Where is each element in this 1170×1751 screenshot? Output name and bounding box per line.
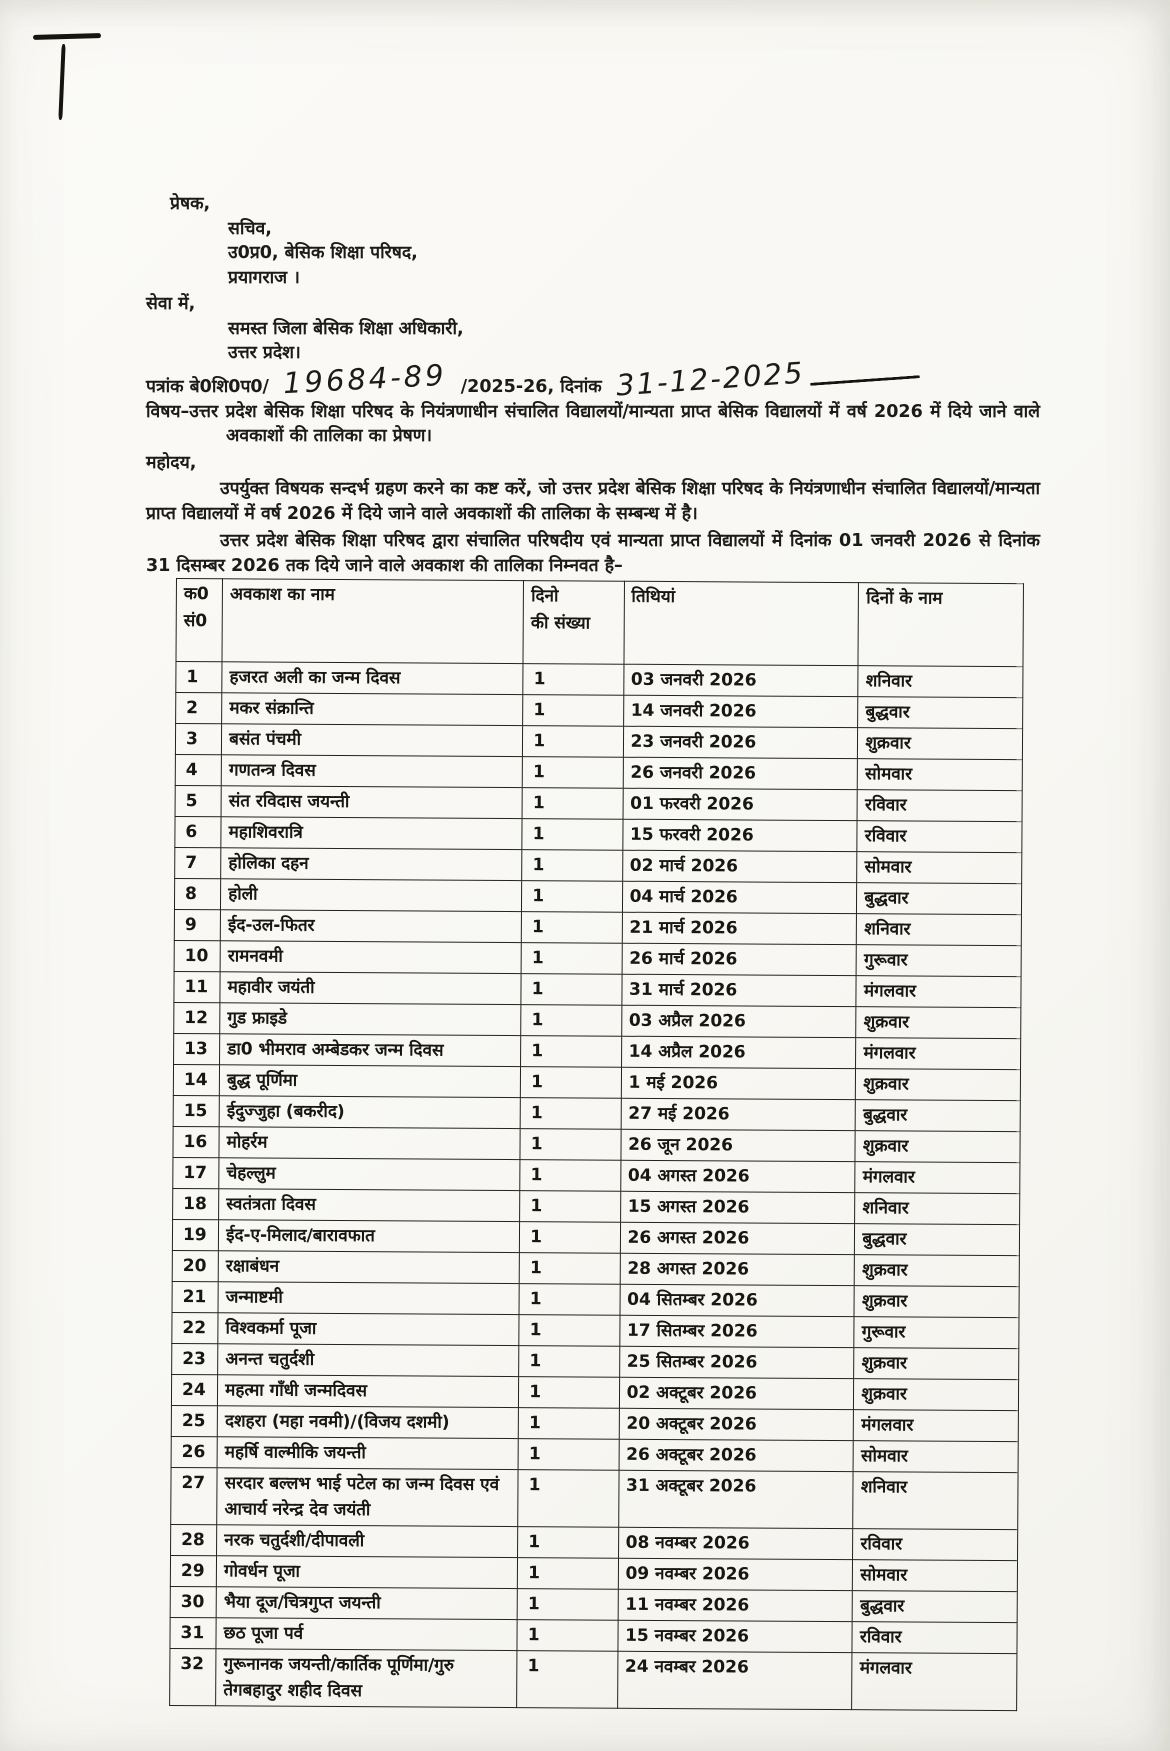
cell-days-count: 1 <box>519 1284 620 1316</box>
cell-date: 26 अगस्त 2026 <box>620 1222 855 1254</box>
cell-date: 24 नवम्बर 2026 <box>617 1651 852 1709</box>
table-row <box>174 940 1021 976</box>
cell-days-count: 1 <box>518 1558 619 1590</box>
cell-serial-number: 7 <box>175 847 221 878</box>
handwritten-pen-mark <box>33 33 101 40</box>
cell-days-count: 1 <box>521 912 622 944</box>
cell-serial-number: 8 <box>174 878 220 909</box>
cell-serial-number: 18 <box>173 1188 219 1219</box>
cell-days-count: 1 <box>518 1470 619 1528</box>
table-row <box>176 662 1023 698</box>
cell-day-name: बुद्धवार <box>856 1100 1021 1132</box>
paragraph: उपर्युक्त विषयक सन्दर्भ ग्रहण करने का कष्ट करें, जो उत्तर प्रदेश बेसिक शिक्षा परिषद के नियंत्रणाधीन संचालित विद्यालयों/मान्यता प्राप्त विद्यालयों में वर्ष 2026 में दिये जाने वाले अवकाशों की तालिका के सम्बन्ध में है। <box>146 479 1040 524</box>
cell-holiday-name: होलिका दहन <box>221 848 522 881</box>
cell-day-name: सोमवार <box>853 1441 1018 1473</box>
ref-suffix: /2025-26, <box>460 376 555 397</box>
table-row <box>170 1586 1017 1622</box>
cell-holiday-name: सरदार बल्लभ भाई पटेल का जन्म दिवस एवं आचार्य नरेन्द्र देव जयंती <box>217 1468 518 1527</box>
ref-prefix: पत्रांक बे0शि0प0/ <box>146 376 269 397</box>
cell-day-name: बुद्धवार <box>855 1224 1020 1256</box>
table-row <box>173 1126 1020 1162</box>
cell-days-count: 1 <box>522 881 623 913</box>
cell-days-count: 1 <box>522 819 623 851</box>
table-row <box>172 1312 1019 1348</box>
table-row <box>174 1033 1021 1069</box>
cell-days-count: 1 <box>522 757 623 789</box>
cell-date: 04 सितम्बर 2026 <box>620 1284 855 1316</box>
table-row <box>174 909 1021 945</box>
cell-day-name: शुक्रवार <box>855 1131 1020 1163</box>
cell-date: 1 मई 2026 <box>621 1067 856 1099</box>
cell-date: 15 नवम्बर 2026 <box>618 1620 853 1652</box>
cell-date: 31 मार्च 2026 <box>621 974 856 1006</box>
cell-day-name: रविवार <box>857 821 1022 853</box>
cell-days-count: 1 <box>520 1160 621 1192</box>
cell-day-name: मंगलवार <box>854 1410 1019 1442</box>
cell-day-name: शुक्रवार <box>858 728 1023 760</box>
recipient-line: समस्त जिला बेसिक शिक्षा अधिकारी, <box>228 318 464 339</box>
cell-date: 17 सितम्बर 2026 <box>619 1315 854 1347</box>
cell-days-count: 1 <box>517 1589 618 1621</box>
cell-date: 25 सितम्बर 2026 <box>619 1346 854 1378</box>
salutation: महोदय, <box>146 452 197 473</box>
holiday-table-body <box>170 662 1023 1711</box>
cell-serial-number: 17 <box>173 1157 219 1188</box>
header-day-names: दिनों के नाम <box>858 583 1023 667</box>
cell-serial-number: 16 <box>173 1126 219 1157</box>
table-row <box>172 1281 1019 1317</box>
table-row <box>171 1524 1018 1560</box>
cell-holiday-name: बुद्ध पूर्णिमा <box>219 1065 520 1098</box>
table-row <box>172 1343 1019 1379</box>
header-number-of-days: दिनो की संख्या <box>523 581 624 665</box>
cell-holiday-name: गुरूनानक जयन्ती/कार्तिक पूर्णिमा/गुरु तेगबहादुर शहीद दिवस <box>216 1649 517 1708</box>
cell-serial-number: 10 <box>174 940 220 971</box>
cell-days-count: 1 <box>521 1036 622 1068</box>
table-row <box>172 1250 1019 1286</box>
cell-serial-number: 30 <box>170 1586 216 1617</box>
cell-days-count: 1 <box>521 943 622 975</box>
cell-date: 01 फरवरी 2026 <box>623 788 858 820</box>
cell-day-name: बुद्धवार <box>853 1591 1018 1623</box>
cell-holiday-name: ईद-उल-फितर <box>220 910 521 943</box>
cell-date: 04 अगस्त 2026 <box>620 1160 855 1192</box>
cell-holiday-name: गुड फ्राइडे <box>220 1003 521 1036</box>
cell-serial-number: 1 <box>176 662 222 693</box>
from-label: प्रेषक, <box>170 194 211 214</box>
cell-holiday-name: महत्मा गाँधी जन्मदिवस <box>218 1375 519 1408</box>
table-row <box>171 1405 1018 1441</box>
cell-serial-number: 12 <box>174 1002 220 1033</box>
cell-holiday-name: महर्षि वाल्मीकि जयन्ती <box>217 1437 518 1470</box>
cell-holiday-name: हजरत अली का जन्म दिवस <box>222 662 523 695</box>
cell-days-count: 1 <box>517 1651 618 1709</box>
cell-day-name: मंगलवार <box>852 1653 1017 1711</box>
cell-serial-number: 21 <box>172 1281 218 1312</box>
cell-date: 08 नवम्बर 2026 <box>618 1527 853 1559</box>
cell-days-count: 1 <box>520 1129 621 1161</box>
table-row <box>170 1648 1017 1710</box>
table-row <box>171 1436 1018 1472</box>
handwritten-pen-mark <box>58 44 65 120</box>
cell-holiday-name: भैया दूज/चित्रगुप्त जयन्ती <box>216 1587 517 1620</box>
cell-date: 02 अक्टूबर 2026 <box>619 1377 854 1409</box>
cell-serial-number: 3 <box>175 724 221 755</box>
cell-days-count: 1 <box>518 1527 619 1559</box>
cell-serial-number: 24 <box>171 1374 217 1405</box>
cell-days-count: 1 <box>519 1253 620 1285</box>
cell-day-name: शनिवार <box>857 914 1022 946</box>
table-row <box>175 847 1022 883</box>
table-row <box>173 1188 1020 1224</box>
cell-days-count: 1 <box>523 695 624 727</box>
cell-day-name: शुक्रवार <box>856 1069 1021 1101</box>
to-label: सेवा में, <box>146 294 196 314</box>
cell-serial-number: 29 <box>170 1555 216 1586</box>
cell-serial-number: 14 <box>173 1064 219 1095</box>
table-row <box>173 1064 1020 1100</box>
cell-date: 15 फरवरी 2026 <box>622 819 857 851</box>
cell-date: 15 अगस्त 2026 <box>620 1191 855 1223</box>
cell-day-name: मंगलवार <box>855 1162 1020 1194</box>
table-row <box>170 1617 1017 1653</box>
cell-holiday-name: दशहरा (महा नवमी)/(विजय दशमी) <box>217 1406 518 1439</box>
cell-date: 20 अक्टूबर 2026 <box>619 1408 854 1440</box>
cell-date: 11 नवम्बर 2026 <box>618 1589 853 1621</box>
cell-serial-number: 26 <box>171 1436 217 1467</box>
cell-serial-number: 28 <box>171 1524 217 1555</box>
cell-holiday-name: डा0 भीमराव अम्बेडकर जन्म दिवस <box>220 1034 521 1067</box>
cell-serial-number: 31 <box>170 1617 216 1648</box>
cell-serial-number: 15 <box>173 1095 219 1126</box>
cell-day-name: शुक्रवार <box>854 1286 1019 1318</box>
cell-day-name: शनिवार <box>853 1472 1018 1530</box>
cell-day-name: रविवार <box>853 1529 1018 1561</box>
cell-date: 03 जनवरी 2026 <box>623 664 858 696</box>
cell-day-name: शनिवार <box>858 666 1023 698</box>
cell-days-count: 1 <box>522 788 623 820</box>
holiday-table <box>169 578 1024 1711</box>
cell-serial-number: 27 <box>171 1467 218 1524</box>
cell-day-name: सोमवार <box>858 759 1023 791</box>
cell-holiday-name: ईदुज्जुहा (बकरीद) <box>219 1096 520 1129</box>
cell-holiday-name: गणतन्त्र दिवस <box>221 755 522 788</box>
cell-date: 26 जून 2026 <box>621 1129 856 1161</box>
cell-day-name: गुरूवार <box>856 945 1021 977</box>
cell-date: 02 मार्च 2026 <box>622 850 857 882</box>
table-row <box>173 1095 1020 1131</box>
cell-day-name: बुद्धवार <box>858 697 1023 729</box>
cell-day-name: सोमवार <box>857 852 1022 884</box>
table-row <box>175 785 1022 821</box>
cell-holiday-name: मकर संक्रान्ति <box>222 693 523 726</box>
cell-holiday-name: संत रविदास जयन्ती <box>221 786 522 819</box>
table-row <box>175 724 1022 760</box>
cell-serial-number: 22 <box>172 1312 218 1343</box>
cell-date: 04 मार्च 2026 <box>622 881 857 913</box>
sender-line: सचिव, <box>228 218 272 239</box>
cell-date: 26 मार्च 2026 <box>622 943 857 975</box>
subject-label: विषय– <box>146 401 190 422</box>
cell-day-name: शनिवार <box>855 1193 1020 1225</box>
cell-serial-number: 32 <box>170 1648 217 1705</box>
cell-serial-number: 2 <box>176 693 222 724</box>
cell-date: 26 अक्टूबर 2026 <box>619 1439 854 1471</box>
table-row <box>173 1157 1020 1193</box>
header-dates: तिथियां <box>624 581 859 665</box>
cell-days-count: 1 <box>521 1005 622 1037</box>
header-serial-number: क0 सं0 <box>176 579 223 662</box>
letter-body <box>146 192 1040 579</box>
subject-text: उत्तर प्रदेश बेसिक शिक्षा परिषद के नियंत्रणाधीन संचालित विद्यालयों/मान्यता प्राप्त बेसिक विद्यालयों में वर्ष 2026 में दिये जाने वाले अवकाशों की तालिका का प्रेषण। <box>189 401 1040 446</box>
cell-days-count: 1 <box>522 850 623 882</box>
cell-date: 26 जनवरी 2026 <box>623 757 858 789</box>
cell-day-name: शुक्रवार <box>854 1348 1019 1380</box>
cell-holiday-name: महावीर जयंती <box>220 972 521 1005</box>
table-row <box>171 1374 1018 1410</box>
cell-date: 14 अप्रैल 2026 <box>621 1036 856 1068</box>
pen-stroke <box>810 375 920 386</box>
cell-serial-number: 5 <box>175 785 221 816</box>
cell-holiday-name: महाशिवरात्रि <box>221 817 522 850</box>
cell-holiday-name: मोहर्रम <box>219 1127 520 1160</box>
cell-holiday-name: बसंत पंचमी <box>222 724 523 757</box>
cell-days-count: 1 <box>520 1222 621 1254</box>
cell-date: 23 जनवरी 2026 <box>623 726 858 758</box>
cell-days-count: 1 <box>520 1098 621 1130</box>
subject-line <box>146 400 1040 449</box>
table-row <box>174 971 1021 1007</box>
cell-days-count: 1 <box>519 1377 620 1409</box>
table-header-row <box>176 579 1023 667</box>
cell-serial-number: 4 <box>175 754 221 785</box>
cell-date: 03 अप्रैल 2026 <box>621 1005 856 1037</box>
cell-days-count: 1 <box>518 1408 619 1440</box>
cell-holiday-name: रामनवमी <box>220 941 521 974</box>
cell-days-count: 1 <box>521 974 622 1006</box>
cell-day-name: सोमवार <box>853 1560 1018 1592</box>
cell-day-name: रविवार <box>857 790 1022 822</box>
table-row <box>175 754 1022 790</box>
cell-holiday-name: चेहल्लुम <box>219 1158 520 1191</box>
cell-days-count: 1 <box>521 1067 622 1099</box>
cell-days-count: 1 <box>517 1620 618 1652</box>
cell-days-count: 1 <box>518 1439 619 1471</box>
cell-holiday-name: ईद-ए-मिलाद/बारावफात <box>219 1220 520 1253</box>
handwritten-letter-number: 19684-89 <box>282 357 448 400</box>
cell-day-name: रविवार <box>852 1622 1017 1654</box>
cell-day-name: शुक्रवार <box>854 1379 1019 1411</box>
cell-serial-number: 23 <box>172 1343 218 1374</box>
table-row <box>175 816 1022 852</box>
cell-serial-number: 6 <box>175 816 221 847</box>
sender-line: उ0प्र0, बेसिक शिक्षा परिषद, <box>228 243 418 263</box>
cell-date: 09 नवम्बर 2026 <box>618 1558 853 1590</box>
cell-date: 31 अक्टूबर 2026 <box>618 1470 853 1528</box>
recipient-line: उत्तर प्रदेश। <box>228 343 301 363</box>
cell-holiday-name: स्वतंत्रता दिवस <box>219 1189 520 1222</box>
cell-day-name: गुरूवार <box>854 1317 1019 1349</box>
cell-holiday-name: गोवर्धन पूजा <box>216 1556 517 1589</box>
cell-serial-number: 25 <box>171 1405 217 1436</box>
table-row <box>172 1219 1019 1255</box>
paragraph: उत्तर प्रदेश बेसिक शिक्षा परिषद द्वारा संचालित परिषदीय एवं मान्यता प्राप्त विद्यालयों में दिनांक 01 जनवरी 2026 से दिनांक 31 दिसम्बर 2026 तक दिये जाने वाले अवकाश की तालिका निम्नवत है– <box>146 531 1040 576</box>
cell-holiday-name: होली <box>221 879 522 912</box>
cell-holiday-name: छठ पूजा पर्व <box>216 1618 517 1651</box>
cell-holiday-name: जन्माष्टमी <box>218 1282 519 1315</box>
cell-date: 27 मई 2026 <box>621 1098 856 1130</box>
table-row <box>174 878 1021 914</box>
cell-holiday-name: रक्षाबंधन <box>218 1251 519 1284</box>
cell-day-name: बुद्धवार <box>857 883 1022 915</box>
cell-day-name: शुक्रवार <box>856 1007 1021 1039</box>
table-row <box>171 1467 1018 1529</box>
table-row <box>174 1002 1021 1038</box>
cell-days-count: 1 <box>523 664 624 696</box>
cell-holiday-name: अनन्त चतुर्दशी <box>218 1344 519 1377</box>
cell-date: 28 अगस्त 2026 <box>620 1253 855 1285</box>
cell-serial-number: 11 <box>174 971 220 1002</box>
cell-day-name: शुक्रवार <box>855 1255 1020 1287</box>
table-row <box>170 1555 1017 1591</box>
reference-number-line <box>146 354 1040 404</box>
cell-date: 21 मार्च 2026 <box>622 912 857 944</box>
cell-days-count: 1 <box>519 1346 620 1378</box>
cell-day-name: मंगलवार <box>856 1038 1021 1070</box>
sender-line: प्रयागराज । <box>228 267 300 288</box>
cell-serial-number: 9 <box>174 909 220 940</box>
header-holiday-name: अवकाश का नाम <box>222 579 524 664</box>
cell-days-count: 1 <box>519 1315 620 1347</box>
cell-date: 14 जनवरी 2026 <box>623 695 858 727</box>
table-row <box>176 693 1023 729</box>
handwritten-date: 31-12-2025 <box>614 354 806 403</box>
cell-day-name: मंगलवार <box>856 976 1021 1008</box>
cell-serial-number: 20 <box>172 1250 218 1281</box>
cell-serial-number: 19 <box>172 1219 218 1250</box>
cell-serial-number: 13 <box>174 1033 220 1064</box>
cell-holiday-name: विश्वकर्मा पूजा <box>218 1313 519 1346</box>
cell-days-count: 1 <box>520 1191 621 1223</box>
cell-holiday-name: नरक चतुर्दशी/दीपावली <box>217 1525 518 1558</box>
cell-days-count: 1 <box>523 726 624 758</box>
ref-date-label: दिनांक <box>560 376 602 397</box>
